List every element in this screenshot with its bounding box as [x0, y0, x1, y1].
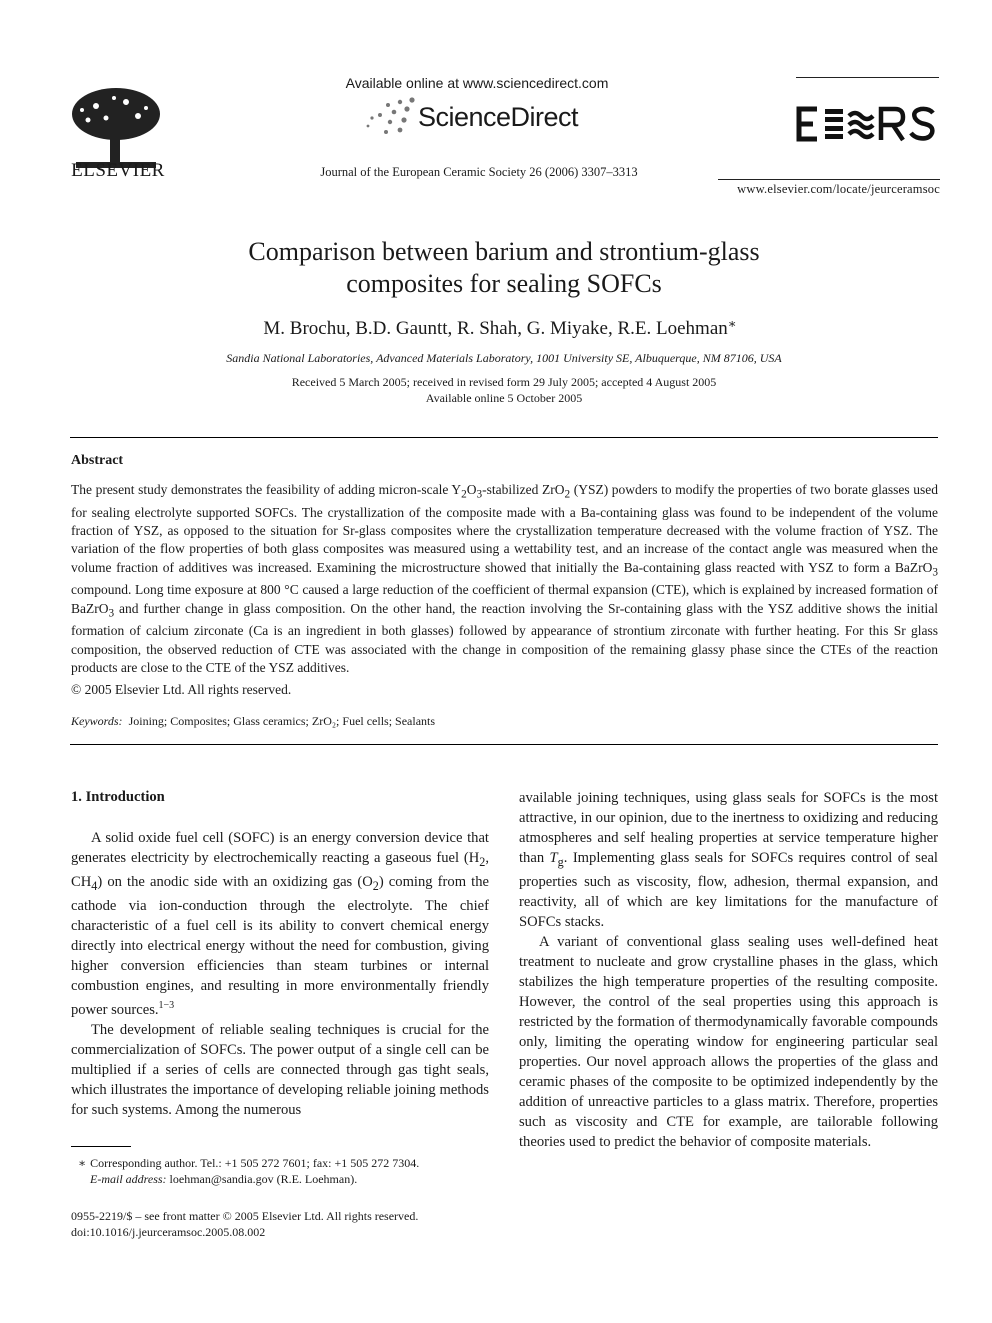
abstract-body: The present study demonstrates the feasibility of adding micron-scale $Y_2O_3$-stabilized ZrO$_2$ (YSZ) powders to modify the properties of two borate glasses used for sealing electrolyte supported SOFCs. The crystallization of the composite made with a Ba-containing glass was found to be independent of the volume fraction of YSZ, as opposed to the situation for Sr-glass composites where the crystallization temperature decreased with the volume fraction of YSZ. The variation of the flow properties of both glass composites was measured using a wettability test, and an increase of the contact angle was measured when the volume fraction of additives was increased. Examining the microstructure showed that initially the Ba-containing glass reacted with YSZ to form a BaZrO$_3$ compound. Long time exposure at 800 °C caused a large reduction of the coefficient of thermal expansion (CTE), which is explained by increased formation of BaZrO$_3$ and further change in glass composition. On the other hand, the reaction involving the Sr-containing glass with the YSZ additive shows the initial formation of calcium zirconate (Ca is an ingredient in both glasses) followed by appearance of strontium zirconate with further heating. For this Sr glass composition, the observed reduction of CTE was associated with the change in composition of the remaining glassy phase since the CTEs of the reaction products are close to the CTE of the YSZ additives.: [71, 482, 938, 675]
citation-1-3[interactable]: 1−3: [158, 999, 175, 1011]
keywords-list: Joining; Composites; Glass ceramics; ZrO₂; Fuel cells; Sealants: [128, 714, 436, 728]
intro-paragraph-1: A solid oxide fuel cell (SOFC) is an energy conversion device that generates electricity by electrochemically reacting a gaseous fuel ($H_2$, $CH_4$) on the anodic side with an oxidizing gas $(O_2)$ coming from the cathode via ion-conduction through the electrolyte. The chief characteristic of a fuel cell is its ability to convert chemical energy directly into electrical energy without the need for combustion, giving higher conversion efficiencies than steam turbines or internal combustion engines, and resulting in more environmentally friendly power sources.$^{1-3}$: [71, 830, 489, 1018]
article-history: [0, 374, 992, 406]
author-list: [0, 316, 992, 340]
footnote-rule: [71, 1146, 131, 1147]
intro-paragraph-2: The development of reliable sealing techniques is crucial for the commercialization of SOFCs. The power output of a single cell can be multiplied if a series of cells are connected through gas tight seals, which illustrates the importance of developing reliable joining methods for such systems. Among the numerous: [71, 1021, 489, 1118]
ecers-logo: [795, 104, 940, 144]
received-dates: Received 5 March 2005; received in revised form 29 July 2005; accepted 4 August 2005: [291, 375, 717, 389]
email-label: E-mail address:: [90, 1172, 167, 1186]
issn-doi-block: [71, 1208, 418, 1240]
sciencedirect-wordmark: ScienceDirect: [418, 102, 579, 132]
body-column-left: [71, 828, 489, 1120]
keywords-label: Keywords:: [71, 714, 123, 728]
title-line-1: Comparison between barium and strontium-glass: [248, 237, 760, 266]
corresponding-author-footnote: [78, 1155, 419, 1187]
affiliation: Sandia National Laboratories, Advanced Materials Laboratory, 1001 University SE, Albuquerque, NM 87106, USA: [226, 351, 782, 365]
intro-paragraph-2-continued: available joining techniques, using glass seals for SOFCs is the most attractive, in our opinion, due to the inertness to oxidizing and reducing atmospheres and self healing properties at service temperature higher than $T_g$. Implementing glass seals for SOFCs requires control of seal properties such as viscosity, flow, adhesion, thermal expansion, and reactivity, all of which are key limitations for the manufacture of SOFCs stacks.: [519, 790, 938, 930]
section-heading-introduction: 1. Introduction: [71, 789, 165, 805]
available-online-date: Available online 5 October 2005: [425, 391, 583, 405]
corresponding-contact: Corresponding author. Tel.: +1 505 272 7601; fax: +1 505 272 7304.: [90, 1156, 420, 1170]
abstract-top-rule: [70, 437, 938, 438]
publisher-name: ELSEVIER: [71, 160, 165, 181]
issn-line: 0955-2219/$ – see front matter © 2005 Elsevier Ltd. All rights reserved.: [71, 1209, 419, 1223]
footnote-mark: ∗: [78, 1156, 87, 1170]
corresponding-author-mark[interactable]: ∗: [727, 316, 737, 331]
body-column-right: [519, 788, 938, 1152]
journal-url[interactable]: www.elsevier.com/locate/jeurceramsoc: [737, 182, 940, 196]
email-address[interactable]: loehman@sandia.gov (R.E. Loehman).: [169, 1172, 358, 1186]
abstract-heading: Abstract: [71, 453, 124, 468]
header-url-divider: [718, 179, 940, 180]
title-line-2: composites for sealing SOFCs: [346, 269, 662, 298]
keywords: [71, 714, 435, 729]
header-divider: [796, 77, 939, 78]
abstract-bottom-rule: [70, 744, 938, 745]
authors-text: M. Brochu, B.D. Gauntt, R. Shah, G. Miyake, R.E. Loehman: [263, 318, 728, 339]
journal-citation: Journal of the European Ceramic Society 26 (2006) 3307–3313: [320, 165, 638, 179]
intro-paragraph-3: A variant of conventional glass sealing uses well-defined heat treatment to nucleate and grow crystalline phases in the glass, which stabilizes the high temperature properties of the resulting composite. However, the control of the seal properties using this approach is restricted by the formation of thermodynamically favorable compounds only, limiting the operating window for engineering particular seal properties. Our novel approach allows the properties of the glass and ceramic phases of the composite to be optimized independently by the addition of unreactive particles to a glass matrix. Therefore, properties such as viscosity and CTE for example, are tailorable following theories used to predict the behavior of composite materials.: [519, 933, 938, 1150]
article-title: [150, 236, 858, 300]
doi-line[interactable]: doi:10.1016/j.jeurceramsoc.2005.08.002: [71, 1225, 266, 1239]
available-online-text: Available online at www.sciencedirect.com: [345, 75, 609, 91]
abstract-copyright: © 2005 Elsevier Ltd. All rights reserved.: [71, 682, 292, 697]
